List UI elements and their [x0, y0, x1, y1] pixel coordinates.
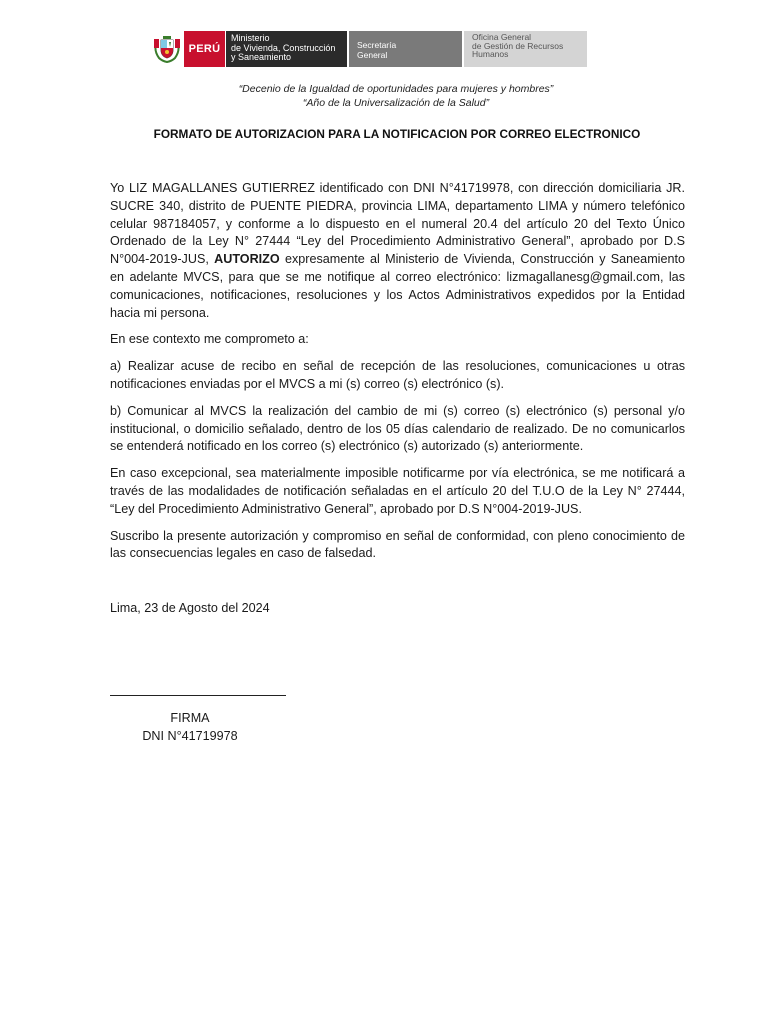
institution-banner	[152, 31, 587, 67]
ministry-line: de Vivienda, Construcción	[231, 42, 336, 53]
signature-line	[110, 695, 286, 696]
exceptional-case-paragraph: En caso excepcional, sea materialmente imposible notificarme por vía electrónica, se me notificará a través de las modalidades de notificación señaladas en el artículo 20 del T.U.O de la Ley N° 27444, “Ley del Procedimiento Administrativo General”, aprobado por D.S N°004-2019-JUS.	[110, 466, 685, 516]
secretaria-line: General	[357, 49, 388, 60]
document-body	[110, 180, 685, 572]
signature-label: FIRMA	[170, 711, 210, 725]
oficina-name	[462, 31, 587, 67]
oficina-line: Humanos	[472, 49, 509, 59]
authorizo-keyword: AUTORIZO	[214, 252, 280, 267]
oficina-line: de Gestión de Recursos	[472, 40, 564, 51]
commitment-item-b: b) Comunicar al MVCS la realización del cambio de mi (s) correo (s) electrónico (s) personal y/o institucional, o domicilio señalado, dentro de los 05 días calendario de realizado. De no comunicarlos se entenderá notificado en los correo (s) electrónico (s) autorizado (s) anteriormente.	[110, 403, 685, 454]
commitment-item-a: a) Realizar acuse de recibo en señal de recepción de las resoluciones, comunicaciones u otras notificaciones enviadas por el MVCS a mi (s) correo (s) electrónico (s).	[110, 359, 685, 391]
signature-dni: DNI N°41719978	[142, 729, 238, 743]
oficina-line: Oficina General	[472, 32, 532, 42]
document-title: FORMATO DE AUTORIZACION PARA LA NOTIFICACION POR CORREO ELECTRONICO	[153, 127, 641, 141]
peru-label: PERÚ	[184, 31, 225, 67]
decade-motto: “Decenio de la Igualdad de oportunidades para mujeres y hombres”	[238, 83, 554, 95]
secretaria-line: Secretaría	[357, 40, 397, 50]
authorization-text-end: expresamente al Ministerio de Vivienda, Construcción y Saneamiento en adelante MVCS, para que se me notifique al correo electrónico: lizmagallanesg@gmail.com, las comunicaciones, notificaciones, resoluciones y los Actos Administrativos expedidos por la Entidad hacia mi persona.	[110, 252, 685, 320]
authorization-text-start: Yo LIZ MAGALLANES GUTIERREZ identificado con DNI N°41719978, con dirección domiciliaria JR. SUCRE 340, distrito de PUENTE PIEDRA, provincia LIMA, departamento LIMA y número telefónico celular 987184057, y conforme a lo dispuesto en el numeral 20.4 del artículo 20 del Texto Único Ordenado de la Ley N° 27444 “Ley del Procedimiento Administrativo General”, aprobado por D.S N°004-2019-JUS,	[110, 181, 685, 267]
secretaria-name	[347, 31, 462, 67]
place-date: Lima, 23 de Agosto del 2024	[110, 601, 270, 615]
ministry-line: Ministerio	[231, 33, 270, 43]
peru-coat-of-arms-icon	[152, 31, 182, 67]
declaration-paragraph: Suscribo la presente autorización y compromiso en señal de conformidad, con pleno conocimiento de las consecuencias legales en caso de falsedad.	[110, 528, 685, 561]
authorization-paragraph	[110, 180, 685, 322]
commitment-intro: En ese contexto me comprometo a:	[110, 332, 309, 347]
year-motto: “Año de la Universalización de la Salud”	[302, 97, 490, 109]
ministry-line: y Saneamiento	[231, 52, 292, 62]
ministry-name	[225, 31, 347, 67]
